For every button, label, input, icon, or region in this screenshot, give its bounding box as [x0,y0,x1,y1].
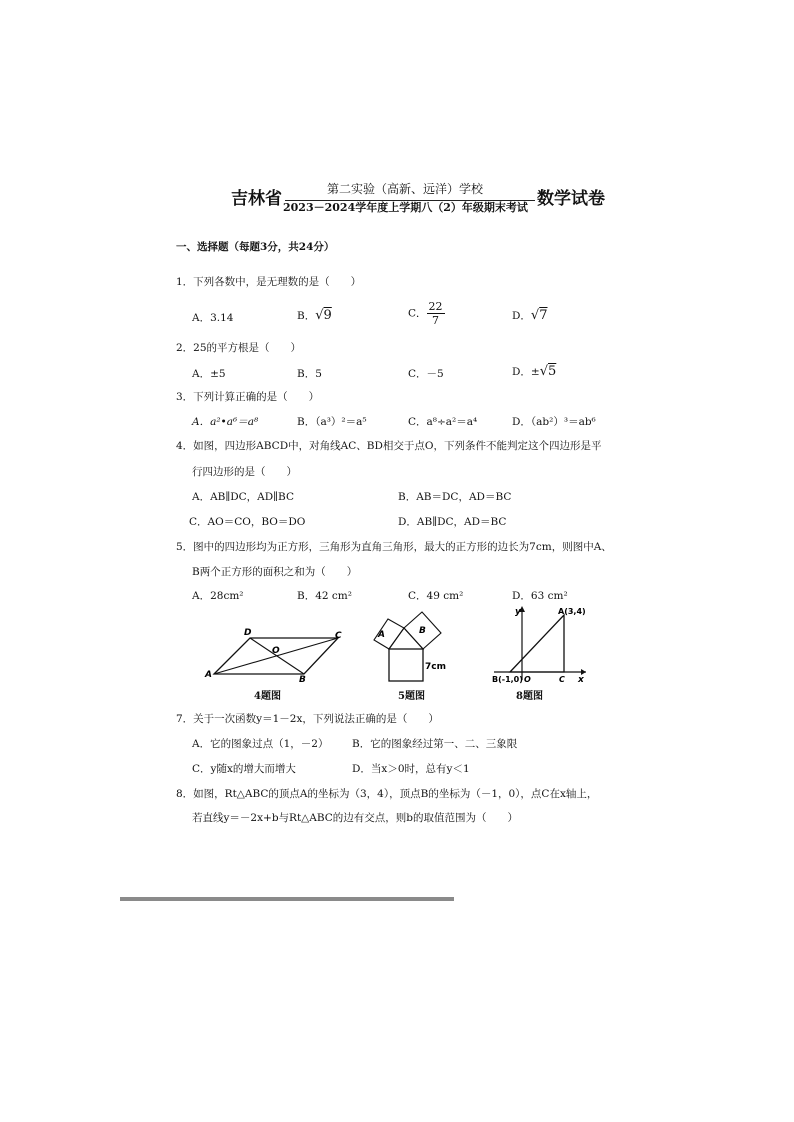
fig4-diagonal-bd [250,638,304,674]
section-title: 一、选择题（每题3分，共24分） [176,241,335,253]
q5-option-c: C．49 cm² [408,590,464,602]
q8-stem-line2: 若直线y＝－2x+b与Rt△ABC的边有交点，则b的取值范围为（ ） [192,812,519,824]
q1-option-d: D．√7 [512,308,548,323]
q4-stem-line2: 行四边形的是（ ） [192,466,297,478]
q1-c-fraction: $\frac{22}{7}$ [428,300,443,327]
fig8-label-x: x [578,675,584,684]
q5-option-b: B．42 cm² [297,590,352,602]
fig4-label-b: B [299,675,306,685]
fig5-caption: 5题图 [398,691,425,702]
q4-option-c: C．AO＝CO，BO＝DO [189,516,306,528]
q1-stem: 1．下列各数中，是无理数的是（ ） [176,276,362,288]
fig5-large-square [389,649,423,681]
q3-option-b: B．（a³）²＝a⁵ [297,416,367,428]
fig8-label-b: B(-1,0) [492,675,523,684]
fig8-label-y: y [515,607,521,617]
q2-option-c: C．－5 [408,368,444,380]
q1-d-radicand: 7 [539,308,548,323]
q8-stem-line1: 8．如图，Rt△ABC的顶点A的坐标为（3，4），顶点B的坐标为（－1，0），点C在x轴上， [176,788,598,800]
fig8-caption: 8题图 [516,691,543,702]
header-subject: 数学试卷 [537,189,605,209]
fig4-caption: 4题图 [254,691,281,702]
q1-option-b: B．√9 [297,308,332,323]
q4-option-d: D．AB∥DC，AD＝BC [398,516,507,528]
fig5-label-a: A [378,630,385,640]
figure-4 [200,625,360,685]
header-exam: 2023－2024学年度上学期八（2）年级期末考试 [283,201,528,214]
fig4-label-c: C [335,631,342,641]
fig5-label-b: B [419,626,426,636]
q7-option-a: A．它的图象过点（1，－2） [192,738,329,750]
fig5-right-triangle [389,628,423,649]
header-province: 吉林省 [231,189,282,209]
q1-option-a: A．3.14 [192,312,234,324]
q4-option-a: A．AB∥DC，AD∥BC [192,491,294,503]
q3-option-c: C．a⁸÷a²＝a⁴ [408,416,478,428]
q5-option-d: D．63 cm² [512,590,568,602]
q5-stem-line1: 5．图中的四边形均为正方形，三角形为直角三角形，最大的正方形的边长为7cm，则图中A、 [176,541,612,553]
fig4-label-o: O [272,646,280,656]
q2-d-radicand: 5 [548,364,557,379]
q5-option-a: A．28cm² [192,590,244,602]
fig5-side-label: 7cm [425,662,446,672]
header-school: 第二实验（高新、远洋）学校 [327,182,484,196]
q7-option-c: C．y随x的增大而增大 [192,763,296,775]
bottom-divider [120,897,454,901]
q2-option-b: B．5 [297,368,322,380]
fig8-label-a: A(3,4) [558,607,586,616]
q2-stem: 2．25的平方根是（ ） [176,342,302,354]
fig4-label-d: D [244,628,252,638]
figure-8 [488,602,590,684]
q7-option-b: B．它的图象经过第一、二、三象限 [352,738,518,750]
fig4-label-a: A [205,670,212,680]
q3-option-a: A．a²•a⁶＝a⁸ [192,416,259,428]
fig8-label-c: C [559,675,565,684]
q1-b-radicand: 9 [323,308,332,323]
q4-stem-line1: 4．如图，四边形ABCD中，对角线AC、BD相交于点O，下列条件不能判定这个四边形是平 [176,440,602,452]
q2-option-a: A．±5 [192,368,226,380]
q7-stem: 7．关于一次函数y＝1－2x，下列说法正确的是（ ） [176,713,439,725]
q3-option-d: D．（ab²）³＝ab⁶ [512,416,596,428]
fig8-label-o: O [524,675,531,684]
q5-stem-line2: B两个正方形的面积之和为（ ） [192,566,358,578]
q2-option-d: D．±√5 [512,364,557,379]
figure-5 [366,604,456,684]
q7-option-d: D．当x＞0时，总有y＜1 [352,763,470,775]
fig8-triangle-abc [510,615,564,672]
q3-stem: 3．下列计算正确的是（ ） [176,391,320,403]
q1-option-c: C． $\frac{22}{7}$ [408,300,443,327]
q4-option-b: B．AB＝DC，AD＝BC [398,491,512,503]
